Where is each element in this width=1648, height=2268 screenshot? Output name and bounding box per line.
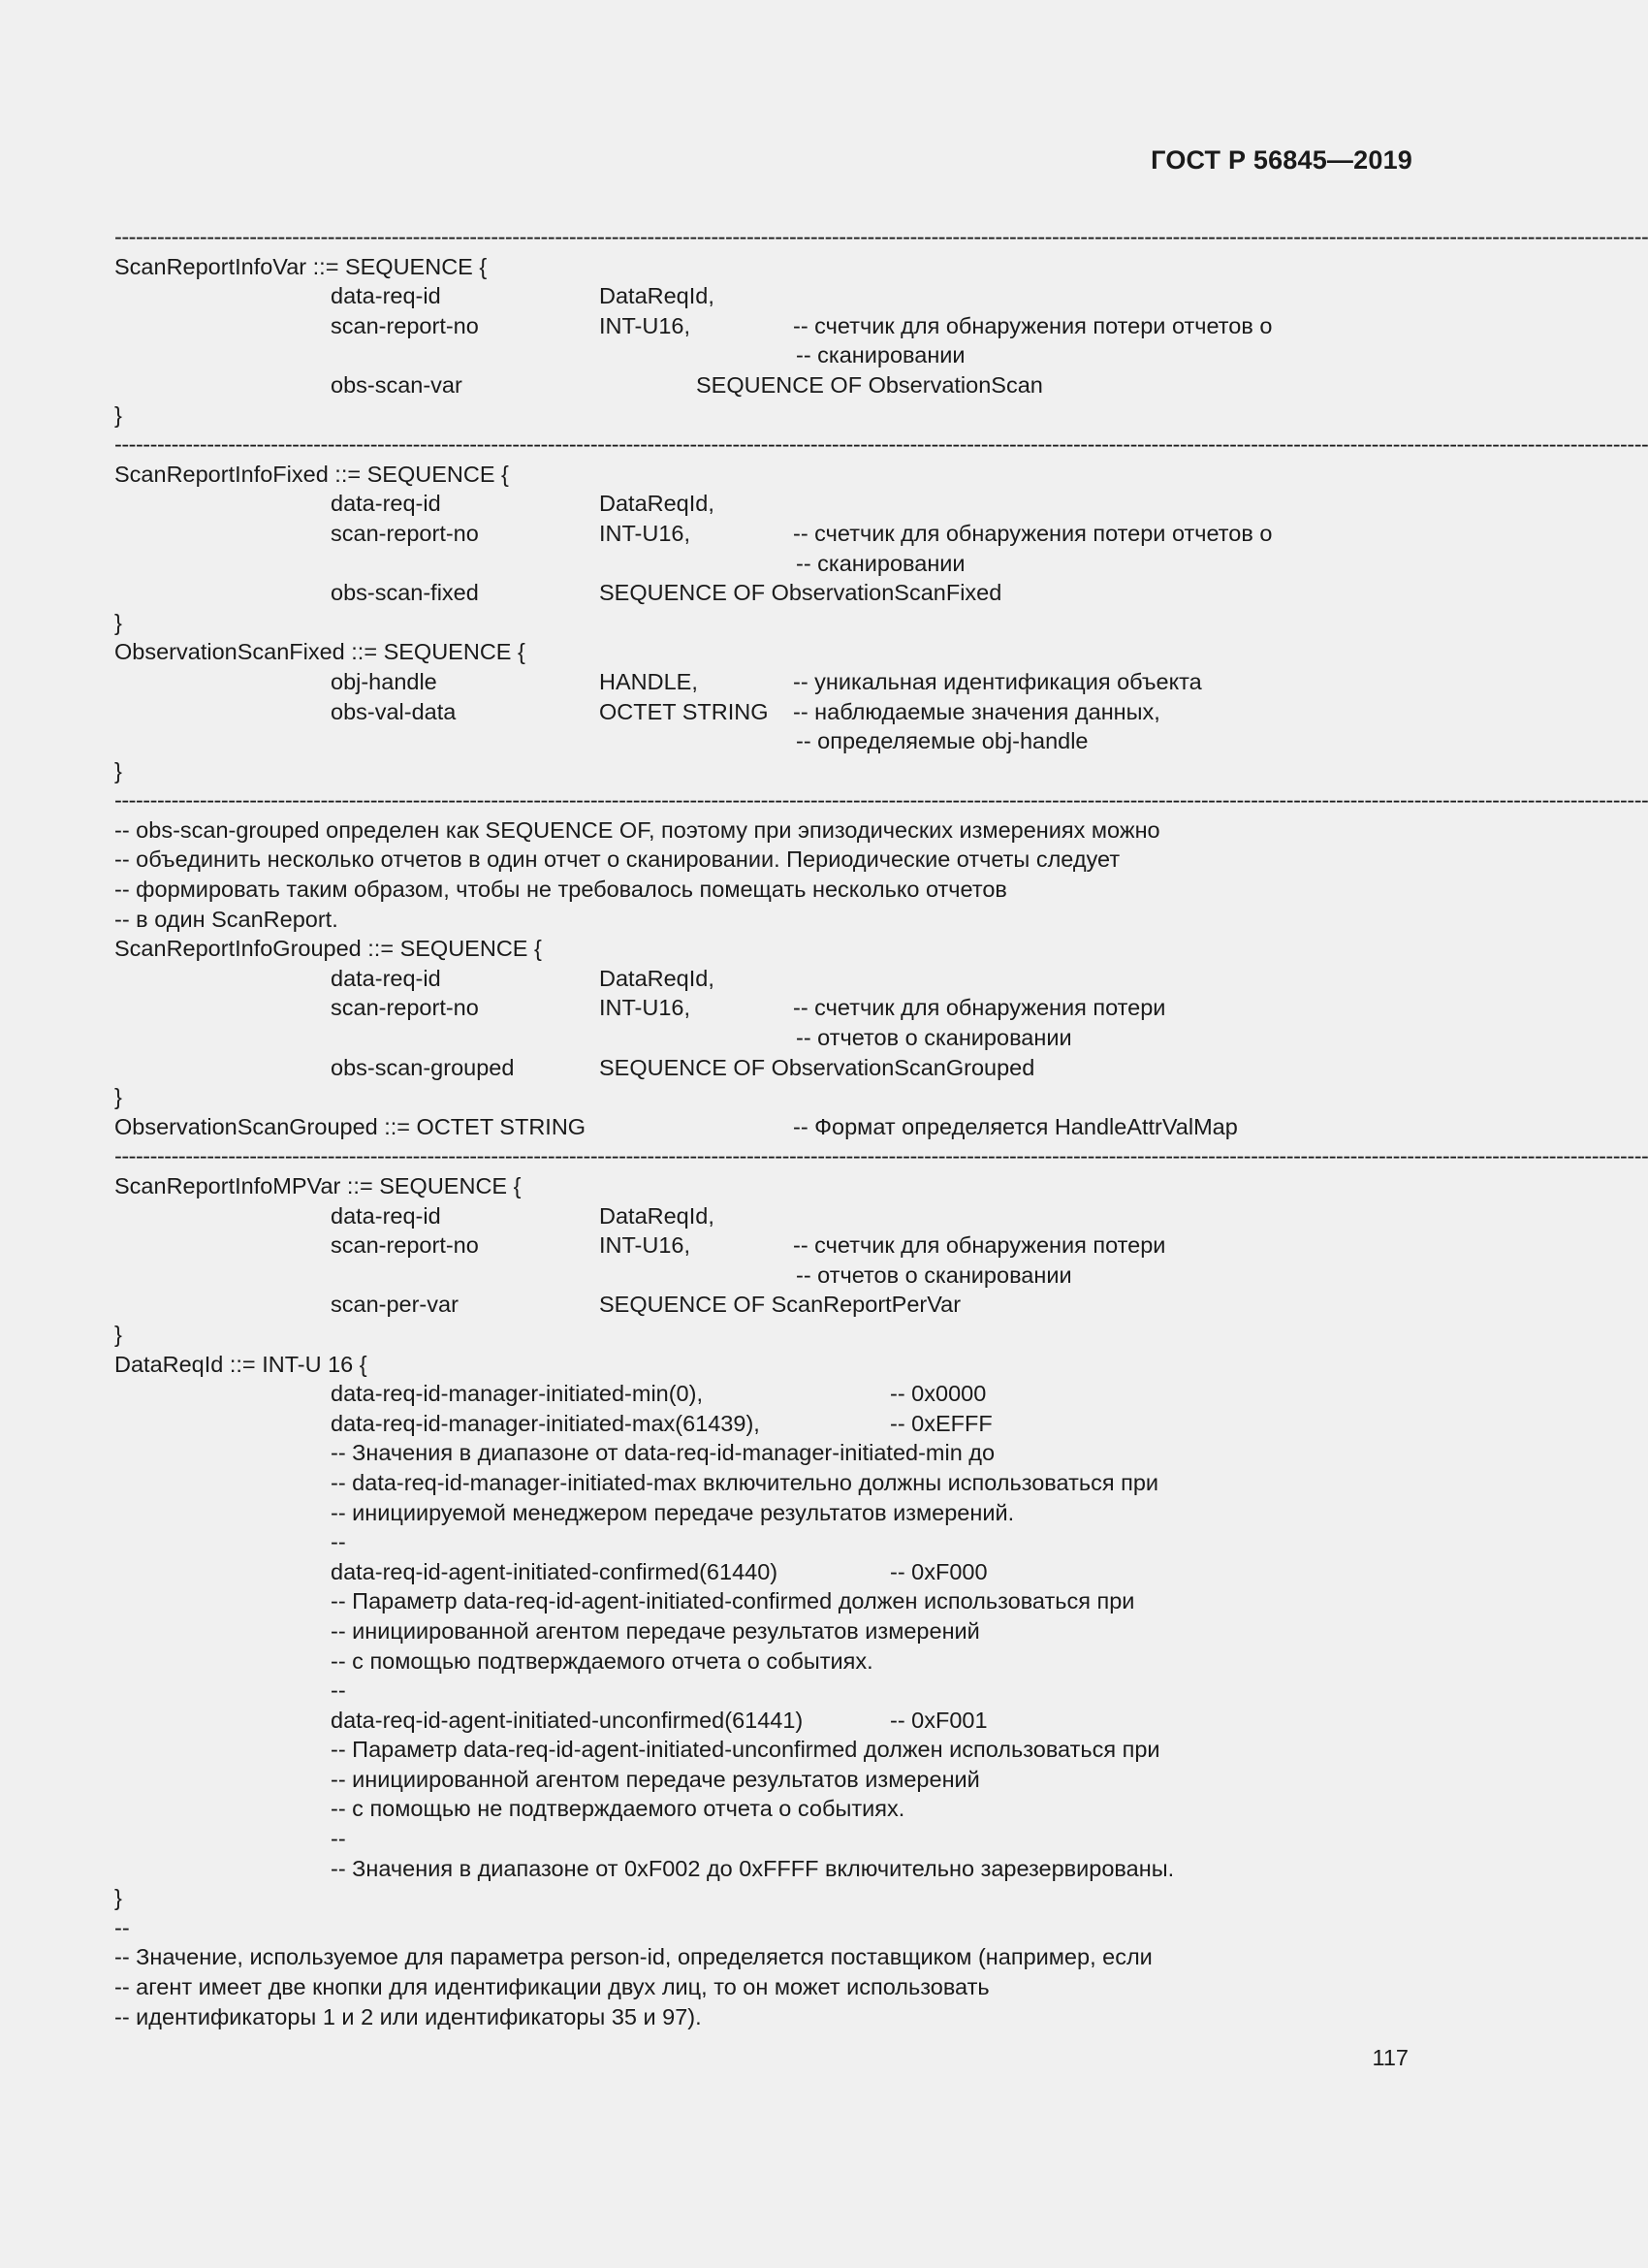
listing-text: -- отчетов о сканировании — [796, 1025, 1072, 1051]
listing-text: obs-scan-fixed — [331, 580, 479, 606]
listing-text: data-req-id — [331, 491, 441, 517]
listing-text: -- агент имеет две кнопки для идентификации двух лиц, то он может использовать — [114, 1974, 990, 2000]
separator-line — [114, 1141, 1648, 1171]
listing-line — [114, 1854, 1410, 1884]
listing-line — [114, 1053, 1410, 1083]
listing-text: -- Значения в диапазоне от data-req-id-manager-initiated-min до — [331, 1440, 996, 1466]
listing-line — [114, 1586, 1410, 1616]
listing-line — [114, 1201, 1410, 1231]
listing-text: ScanReportInfoFixed ::= SEQUENCE { — [114, 461, 509, 487]
listing-text: scan-report-no — [331, 312, 479, 338]
listing-line — [114, 1379, 1410, 1409]
listing-text: -- Значение, используемое для параметра person-id, определяется поставщиком (например, если — [114, 1944, 1153, 1970]
listing-text: SEQUENCE OF ObservationScan — [696, 371, 1043, 398]
listing-line — [114, 667, 1410, 697]
listing-text: data-req-id-manager-initiated-max(61439), — [331, 1410, 760, 1436]
listing-text: -- obs-scan-grouped определен как SEQUENCE OF, поэтому при эпизодических измерениях можно — [114, 816, 1160, 843]
listing-text: HANDLE, — [599, 668, 698, 694]
listing-text: -- Значения в диапазоне от 0xF002 до 0xFFFF включительно зарезервированы. — [331, 1855, 1175, 1881]
listing-line — [114, 1646, 1410, 1677]
separator-line — [114, 785, 1648, 815]
listing-text: scan-per-var — [331, 1292, 459, 1318]
listing-line — [114, 1794, 1410, 1824]
listing-line — [114, 252, 1410, 282]
listing-text: ScanReportInfoMPVar ::= SEQUENCE { — [114, 1173, 522, 1198]
listing-line — [114, 460, 1410, 490]
separator-dashes: ------------------------------------------------------------------------------------------------------------------------------------------------------------------------------------------------------------------------ — [114, 1143, 1648, 1169]
listing-text: -- — [331, 1529, 346, 1555]
listing-text: scan-report-no — [331, 1232, 479, 1259]
listing-text: -- в один ScanReport. — [114, 906, 338, 932]
listing-text: } — [114, 401, 122, 428]
listing-line — [114, 1409, 1410, 1439]
listing-text: ScanReportInfoGrouped ::= SEQUENCE { — [114, 936, 542, 962]
listing-text: INT-U16, — [599, 520, 691, 546]
listing-text: scan-report-no — [331, 995, 479, 1021]
listing-text: -- с помощью подтверждаемого отчета о событиях. — [331, 1647, 873, 1674]
separator-dashes: ------------------------------------------------------------------------------------------------------------------------------------------------------------------------------------------------------------------------ — [114, 431, 1648, 458]
separator-line — [114, 430, 1648, 460]
listing-text: SEQUENCE OF ObservationScanFixed — [599, 580, 1002, 606]
listing-line — [114, 1527, 1410, 1557]
listing-text: ObservationScanFixed ::= SEQUENCE { — [114, 639, 525, 665]
listing-text: -- объединить несколько отчетов в один отчет о сканировании. Периодические отчеты следует — [114, 847, 1121, 873]
listing-text: -- инициируемой менеджером передаче результатов измерений. — [331, 1499, 1015, 1525]
listing-line — [114, 519, 1410, 549]
listing-text: -- data-req-id-manager-initiated-max включительно должны использоваться при — [331, 1469, 1159, 1495]
listing-text: data-req-id — [331, 1202, 441, 1229]
listing-text: DataReqId, — [599, 1202, 714, 1229]
listing-text: -- наблюдаемые значения данных, — [793, 698, 1160, 724]
listing-text: -- 0xEFFF — [890, 1410, 993, 1436]
listing-text: -- сканировании — [796, 342, 966, 368]
listing-text: -- определяемые obj-handle — [796, 728, 1089, 754]
listing-line — [114, 1112, 1410, 1142]
listing-text: -- Параметр data-req-id-agent-initiated-unconfirmed должен использоваться при — [331, 1737, 1160, 1763]
separator-dashes: ------------------------------------------------------------------------------------------------------------------------------------------------------------------------------------------------------------------------ — [114, 224, 1648, 249]
listing-text: data-req-id-manager-initiated-min(0), — [331, 1381, 703, 1407]
listing-text: obs-scan-var — [331, 371, 462, 398]
listing-line — [114, 1320, 1410, 1350]
listing-text: -- уникальная идентификация объекта — [793, 668, 1202, 694]
listing-line — [114, 637, 1410, 667]
listing-line — [114, 2002, 1410, 2032]
listing-text: ObservationScanGrouped ::= OCTET STRING — [114, 1113, 586, 1139]
listing-text: data-req-id-agent-initiated-confirmed(61440) — [331, 1558, 778, 1584]
listing-line — [114, 1942, 1410, 1972]
listing-text: -- идентификаторы 1 и 2 или идентификаторы 35 и 97). — [114, 2003, 702, 2029]
listing-text: -- инициированной агентом передаче результатов измерений — [331, 1617, 980, 1644]
listing-text: -- — [331, 1826, 346, 1852]
listing-text: data-req-id — [331, 965, 441, 991]
separator-line — [114, 222, 1648, 252]
listing-line — [114, 1230, 1410, 1261]
listing-text: -- счетчик для обнаружения потери — [793, 995, 1166, 1021]
listing-text: } — [114, 1885, 122, 1911]
listing-text: SEQUENCE OF ScanReportPerVar — [599, 1292, 962, 1318]
listing-text: -- 0xF001 — [890, 1707, 988, 1733]
listing-text: -- формировать таким образом, чтобы не требовалось помещать несколько отчетов — [114, 877, 1007, 903]
listing-line — [114, 1171, 1410, 1201]
listing-text: obs-scan-grouped — [331, 1054, 515, 1080]
listing-text: DataReqId, — [599, 491, 714, 517]
listing-line — [114, 1261, 1410, 1291]
listing-line — [114, 1082, 1410, 1112]
listing-text: -- счетчик для обнаружения потери отчетов о — [793, 312, 1273, 338]
document-code-header: ГОСТ Р 56845—2019 — [1151, 145, 1412, 175]
listing-text: SEQUENCE OF ObservationScanGrouped — [599, 1054, 1035, 1080]
listing-text: DataReqId, — [599, 965, 714, 991]
listing-text: DataReqId ::= INT-U 16 { — [114, 1351, 367, 1377]
listing-line — [114, 905, 1410, 935]
listing-line — [114, 608, 1410, 638]
listing-line — [114, 1438, 1410, 1468]
listing-text: DataReqId, — [599, 283, 714, 309]
listing-text: -- Параметр data-req-id-agent-initiated-confirmed должен использоваться при — [331, 1588, 1135, 1614]
listing-text: -- — [114, 1914, 130, 1940]
listing-line — [114, 726, 1410, 756]
page-number: 117 — [1372, 2045, 1409, 2070]
listing-text: -- счетчик для обнаружения потери — [793, 1232, 1166, 1259]
listing-line — [114, 756, 1410, 786]
listing-line — [114, 340, 1410, 370]
listing-text: } — [114, 1084, 122, 1110]
listing-line — [114, 1972, 1410, 2002]
listing-text: -- Формат определяется HandleAttrValMap — [793, 1113, 1238, 1139]
listing-text: } — [114, 609, 122, 635]
listing-line — [114, 1735, 1410, 1765]
listing-text: data-req-id — [331, 283, 441, 309]
listing-text: -- — [331, 1677, 346, 1704]
listing-line — [114, 1557, 1410, 1587]
listing-text: -- сканировании — [796, 550, 966, 576]
listing-line — [114, 311, 1410, 341]
separator-dashes: ------------------------------------------------------------------------------------------------------------------------------------------------------------------------------------------------------------------------ — [114, 787, 1648, 814]
listing-text: } — [114, 1321, 122, 1347]
listing-line — [114, 1676, 1410, 1706]
listing-line — [114, 1883, 1410, 1913]
listing-line — [114, 875, 1410, 905]
listing-line — [114, 1765, 1410, 1795]
listing-text: INT-U16, — [599, 312, 691, 338]
listing-line — [114, 489, 1410, 519]
listing-line — [114, 697, 1410, 727]
listing-text: obj-handle — [331, 668, 437, 694]
listing-text: INT-U16, — [599, 1232, 691, 1259]
listing-text: -- с помощью не подтверждаемого отчета о событиях. — [331, 1796, 905, 1822]
listing-line — [114, 964, 1410, 994]
listing-line — [114, 993, 1410, 1023]
listing-text: -- 0xF000 — [890, 1558, 988, 1584]
listing-line — [114, 578, 1410, 608]
listing-text: scan-report-no — [331, 520, 479, 546]
listing-text: OCTET STRING — [599, 698, 769, 724]
listing-line — [114, 400, 1410, 431]
listing-line — [114, 1290, 1410, 1320]
listing-line — [114, 1468, 1410, 1498]
listing-text: -- 0x0000 — [890, 1381, 987, 1407]
listing-line — [114, 281, 1410, 311]
listing-text: data-req-id-agent-initiated-unconfirmed(61441) — [331, 1707, 804, 1733]
listing-line — [114, 934, 1410, 964]
listing-line — [114, 1913, 1410, 1943]
listing-line — [114, 1350, 1410, 1380]
listing-text: INT-U16, — [599, 995, 691, 1021]
listing-line — [114, 845, 1410, 875]
asn1-listing — [114, 222, 1648, 2031]
listing-line — [114, 1023, 1410, 1053]
listing-text: -- инициированной агентом передаче результатов измерений — [331, 1766, 980, 1792]
listing-text: obs-val-data — [331, 698, 457, 724]
listing-text: ScanReportInfoVar ::= SEQUENCE { — [114, 253, 488, 279]
listing-line — [114, 1824, 1410, 1854]
listing-line — [114, 1706, 1410, 1736]
listing-line — [114, 1498, 1410, 1528]
listing-line — [114, 549, 1410, 579]
listing-text: -- отчетов о сканировании — [796, 1262, 1072, 1288]
listing-line — [114, 815, 1410, 846]
listing-line — [114, 370, 1410, 400]
listing-text: } — [114, 757, 122, 783]
listing-text: -- счетчик для обнаружения потери отчетов о — [793, 520, 1273, 546]
listing-line — [114, 1616, 1410, 1646]
